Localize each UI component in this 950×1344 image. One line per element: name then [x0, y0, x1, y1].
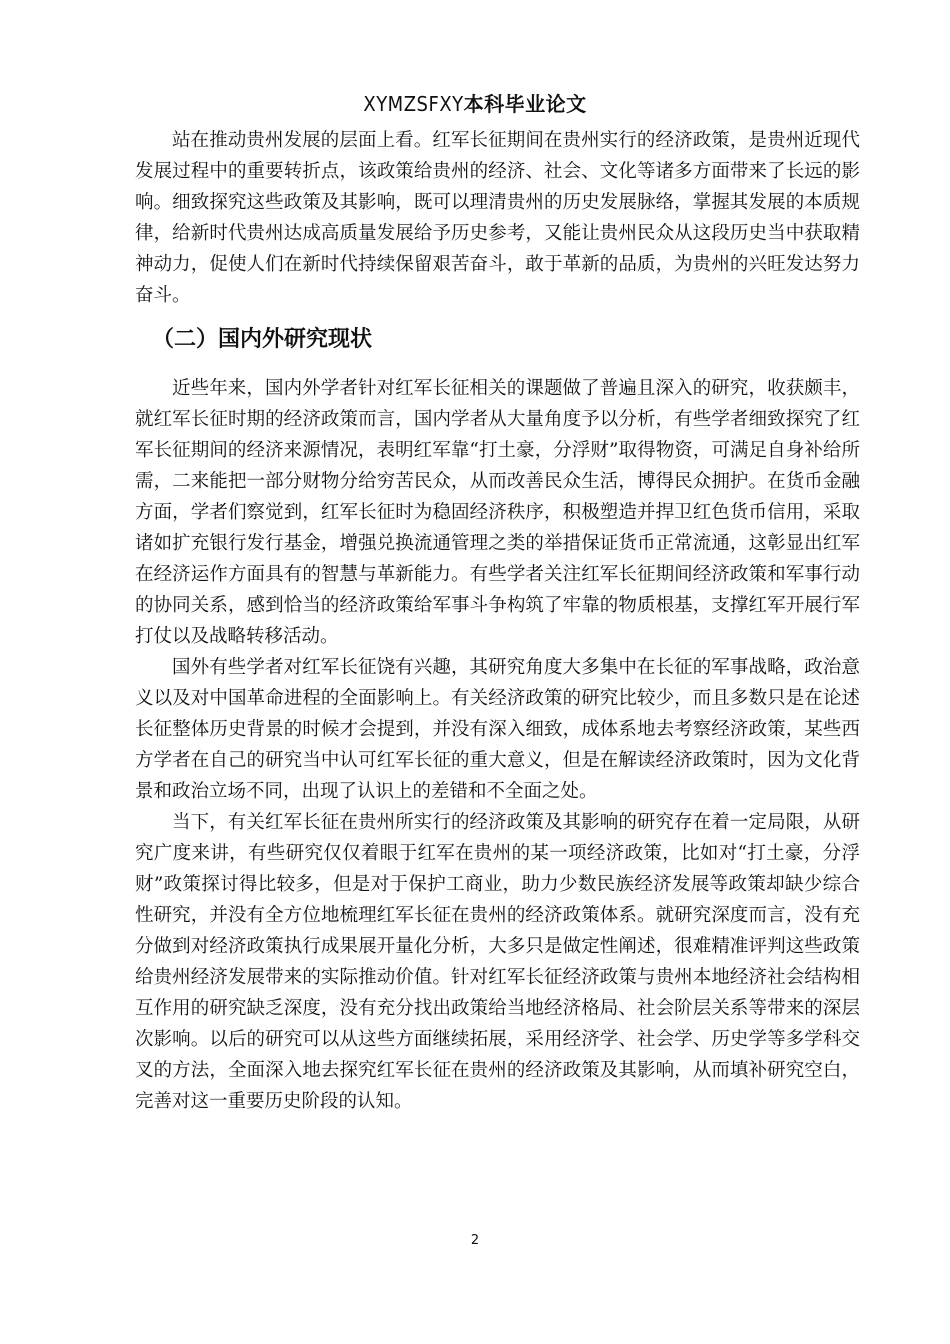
header-school-code: XYMZSFXY [363, 92, 464, 116]
body-paragraph: 当下，有关红军长征在贵州所实行的经济政策及其影响的研究存在着一定局限，从研究广度来讲，有些研究仅仅着眼于红军在贵州的某一项经济政策，比如对“打土豪，分浮财”政策探讨得比较多，但是对于保护工商业，助力少数民族经济发展等政策却缺少综合性研究，并没有全方位地梳理红军长征在贵州的经济政策体系。就研究深度而言，没有充分做到对经济政策执行成果展开量化分析，大多只是做定性阐述，很难精准评判这些政策给贵州经济发展带来的实际推动价值。针对红军长征经济政策与贵州本地经济社会结构相互作用的研究缺乏深度，没有充分找出政策给当地经济格局、社会阶层关系等带来的深层次影响。以后的研究可以从这些方面继续拓展，采用经济学、社会学、历史学等多学科交叉的方法，全面深入地去探究红军长征在贵州的经济政策及其影响，从而填补研究空白，完善对这一重要历史阶段的认知。 [135, 812, 860, 1112]
page-number: 2 [470, 1233, 480, 1248]
header-title: 本科毕业论文 [463, 92, 587, 116]
section-body [135, 373, 860, 1117]
body-paragraph: 近些年来，国内外学者针对红军长征相关的课题做了普遍且深入的研究，收获颇丰，就红军长征时期的经济政策而言，国内学者从大量角度予以分析，有些学者细致探究了红军长征期间的经济来源情况，表明红军靠“打土豪，分浮财”取得物资，可满足自身补给所需，二来能把一部分财物分给穷苦民众，从而改善民众生活，博得民众拥护。在货币金融方面，学者们察觉到，红军长征时为稳固经济秩序，积极塑造并捍卫红色货币信用，采取诸如扩充银行发行基金，增强兑换流通管理之类的举措保证货币正常流通，这彰显出红军在经济运作方面具有的智慧与革新能力。有些学者关注红军长征期间经济政策和军事行动的协同关系，感到恰当的经济政策给军事斗争构筑了牢靠的物质根基，支撑红军开展行军打仗以及战略转移活动。 [135, 378, 860, 647]
section-heading: （二）国内外研究现状 [152, 327, 373, 352]
body-paragraph: 国外有些学者对红军长征饶有兴趣，其研究角度大多集中在长征的军事战略，政治意义以及对中国革命进程的全面影响上。有关经济政策的研究比较少，而且多数只是在论述长征整体历史背景的时候才会提到，并没有深入细致，成体系地去考察经济政策，某些西方学者在自己的研究当中认可红军长征的重大意义，但是在解读经济政策时，因为文化背景和政治立场不同，出现了认识上的差错和不全面之处。 [135, 657, 860, 802]
page-header [0, 92, 950, 116]
body-paragraph: 站在推动贵州发展的层面上看。红军长征期间在贵州实行的经济政策，是贵州近现代发展过程中的重要转折点，该政策给贵州的经济、社会、文化等诸多方面带来了长远的影响。细致探究这些政策及其影响，既可以理清贵州的历史发展脉络，掌握其发展的本质规律，给新时代贵州达成高质量发展给予历史参考，又能让贵州民众从这段历史当中获取精神动力，促使人们在新时代持续保留艰苦奋斗，敢于革新的品质，为贵州的兴旺发达努力奋斗。 [135, 130, 860, 306]
intro-paragraph-block [135, 125, 860, 311]
